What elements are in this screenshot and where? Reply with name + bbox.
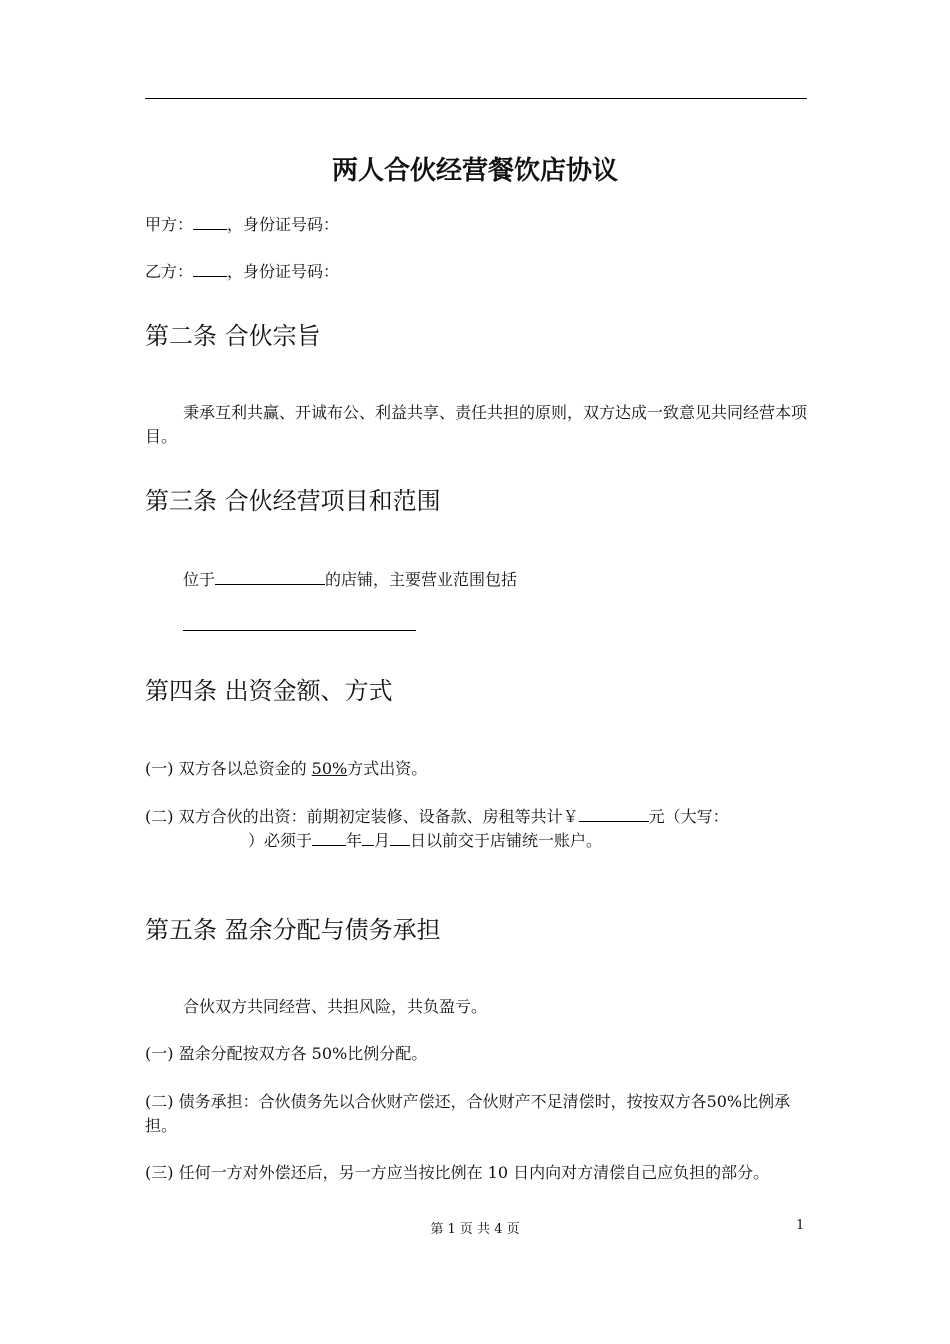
- footer-page-number: 1: [796, 1218, 805, 1233]
- article-4-item-1: [145, 757, 427, 781]
- party-b-id-label: ，身份证号码：: [227, 262, 340, 281]
- article-4-item-1-percent: 50%: [311, 759, 348, 778]
- article-3-heading: 第三条 合伙经营项目和范围: [145, 487, 441, 515]
- article-2-heading: 第二条 合伙宗旨: [145, 322, 321, 350]
- article-5-item-2: (二) 债务承担：合伙债务先以合伙财产偿还，合伙财产不足清偿时，按按双方各50%比例承担。: [145, 1092, 791, 1135]
- article-4-day-blank: [390, 828, 410, 846]
- article-4-item-2-line-2: [248, 828, 602, 853]
- party-a-id-label: ，身份证号码：: [227, 215, 340, 234]
- party-a-name-blank: [193, 212, 227, 230]
- party-a-label: 甲方：: [145, 215, 194, 234]
- article-3-suffix: 的店铺，主要营业范围包括: [325, 570, 518, 589]
- article-4-item-1-prefix: (一) 双方各以总资金的: [145, 759, 312, 778]
- article-4-year-blank: [312, 828, 346, 846]
- party-b-name-blank: [193, 259, 227, 277]
- article-2-body: 秉承互利共赢、开诚布公、利益共享、责任共担的原则，双方达成一致意见共同经营本项目。: [145, 403, 808, 446]
- document-title: 两人合伙经营餐饮店协议: [331, 156, 618, 186]
- article-5-heading: 第五条 盈余分配与债务承担: [145, 916, 441, 944]
- header-rule: [145, 98, 807, 99]
- article-4-item-2-text-a: (二) 双方合伙的出资：前期初定装修、设备款、房租等共计￥: [145, 807, 579, 826]
- article-5-intro: 合伙双方共同经营、共担风险，共负盈亏。: [183, 997, 488, 1016]
- party-b-line: [145, 259, 339, 284]
- article-4-month-blank: [362, 828, 374, 846]
- article-4-item-1-suffix: 方式出资。: [347, 759, 428, 778]
- article-4-item-2-text-c: ）必须于: [248, 831, 313, 850]
- article-3-location-blank: [215, 567, 325, 585]
- article-4-year-label: 年: [346, 831, 363, 850]
- party-b-label: 乙方：: [145, 262, 194, 281]
- article-3-prefix: 位于: [183, 570, 216, 589]
- article-4-month-label: 月: [374, 831, 391, 850]
- article-4-item-2-text-b: 元（大写：: [648, 807, 729, 826]
- footer-page-info: 第 1 页 共 4 页: [430, 1222, 520, 1237]
- article-4-heading: 第四条 出资金额、方式: [145, 677, 393, 705]
- article-5-item-3: (三) 任何一方对外偿还后，另一方应当按比例在 10 日内向对方清偿自己应负担的部分。: [145, 1163, 770, 1182]
- party-a-line: [145, 212, 339, 237]
- article-4-amount-blank: [579, 804, 649, 822]
- article-4-item-2-text-d: 日以前交于店铺统一账户。: [410, 831, 603, 850]
- article-4-item-2-line-1: [145, 804, 729, 829]
- article-3-location-line: [183, 567, 517, 592]
- article-5-item-1: (一) 盈余分配按双方各 50%比例分配。: [145, 1044, 428, 1063]
- article-3-scope-blank: [183, 630, 416, 631]
